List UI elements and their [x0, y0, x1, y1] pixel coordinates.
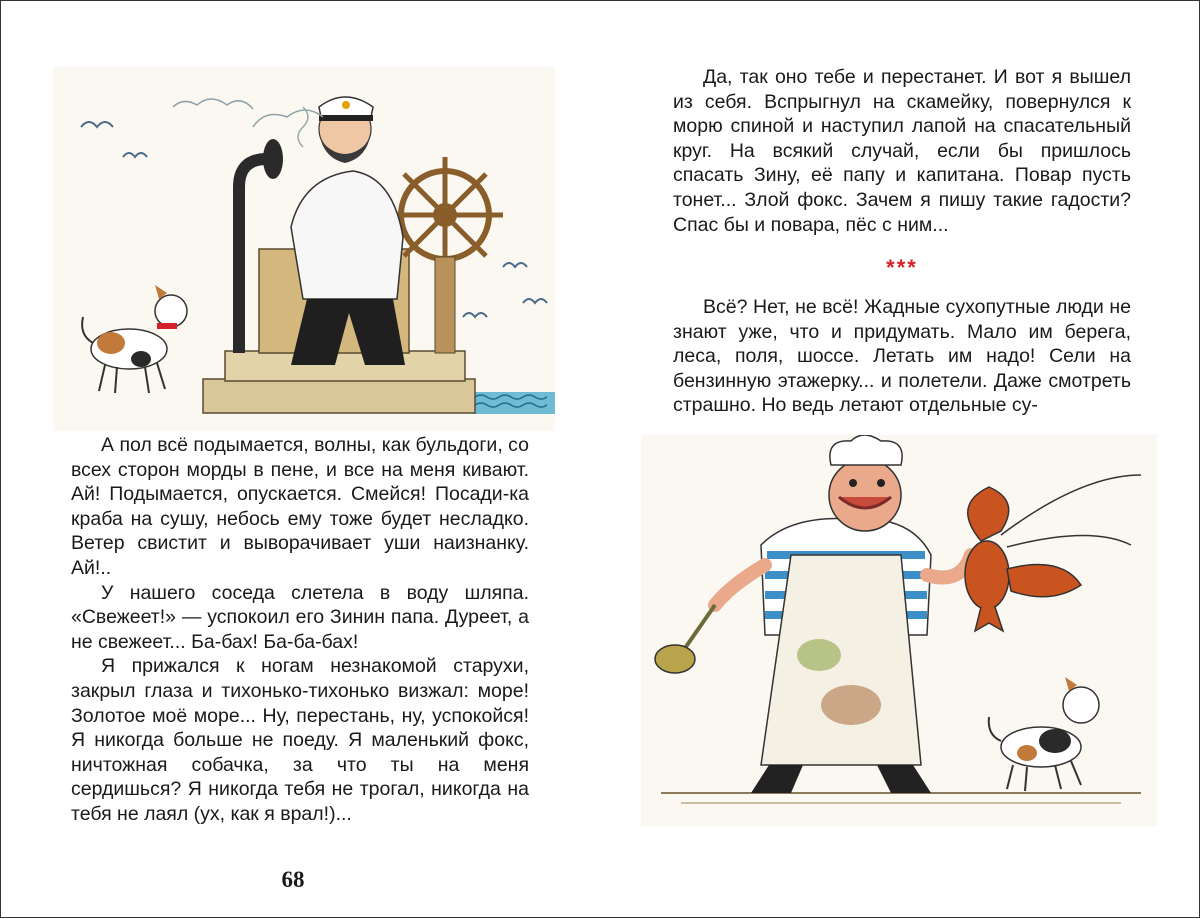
page-number: 68	[281, 867, 305, 892]
right-paragraph-2: Всё? Нет, не всё! Жадные сухопутные люди не знают уже, что и придумать. Мало им берега, леса, поля, шоссе. Летать им надо! Сели на бензинную этажерку... и полетели. Даже смотреть страшно. Но ведь летают отдельные су-	[673, 296, 1131, 417]
right-text-bottom	[673, 295, 1131, 418]
left-text-column	[71, 433, 529, 827]
captain-illustration-icon	[53, 67, 555, 431]
right-text-top	[673, 65, 1131, 237]
left-page	[1, 1, 601, 919]
left-paragraph-3: Я прижался к ногам незнакомой старухи, закрыл глаза и тихонько-тихонько визжал: море! Золотое моё море... Ну, перестань, ну, успокойся! Я никогда больше не поеду. Я маленький фокс, ничтожная собачка, за что ты на меня сердишься? Я никогда тебя не трогал, никогда на тебя не лаял (ух, как я врал!)...	[71, 655, 529, 825]
cook-illustration-icon	[641, 435, 1157, 827]
left-paragraph-1: А пол всё подымается, волны, как бульдоги, со всех сторон морды в пене, и все на меня кивают. Ай! Подымается, опускается. Смейся! Посади-ка краба на сушу, небось ему тоже будет несладко. Ветер свистит и выворачивает уши наизнанку. Ай!..	[71, 434, 529, 579]
section-separator: ***	[886, 255, 918, 280]
right-paragraph-1: Да, так оно тебе и перестанет. И вот я вышел из себя. Вспрыгнул на скамейку, повернулся к морю спиной и наступил лапой на спасательный круг. На всякий случай, если бы пришлось спасать Зину, её папу и капитана. Повар пусть тонет... Злой фокс. Зачем я пишу такие гадости? Спас бы и повара, пёс с ним...	[673, 66, 1131, 236]
left-paragraph-2: У нашего соседа слетела в воду шляпа. «Свежеет!» — успокоил его Зинин папа. Дуреет, а не свежеет... Ба-бах! Ба-ба-бах!	[71, 581, 529, 653]
